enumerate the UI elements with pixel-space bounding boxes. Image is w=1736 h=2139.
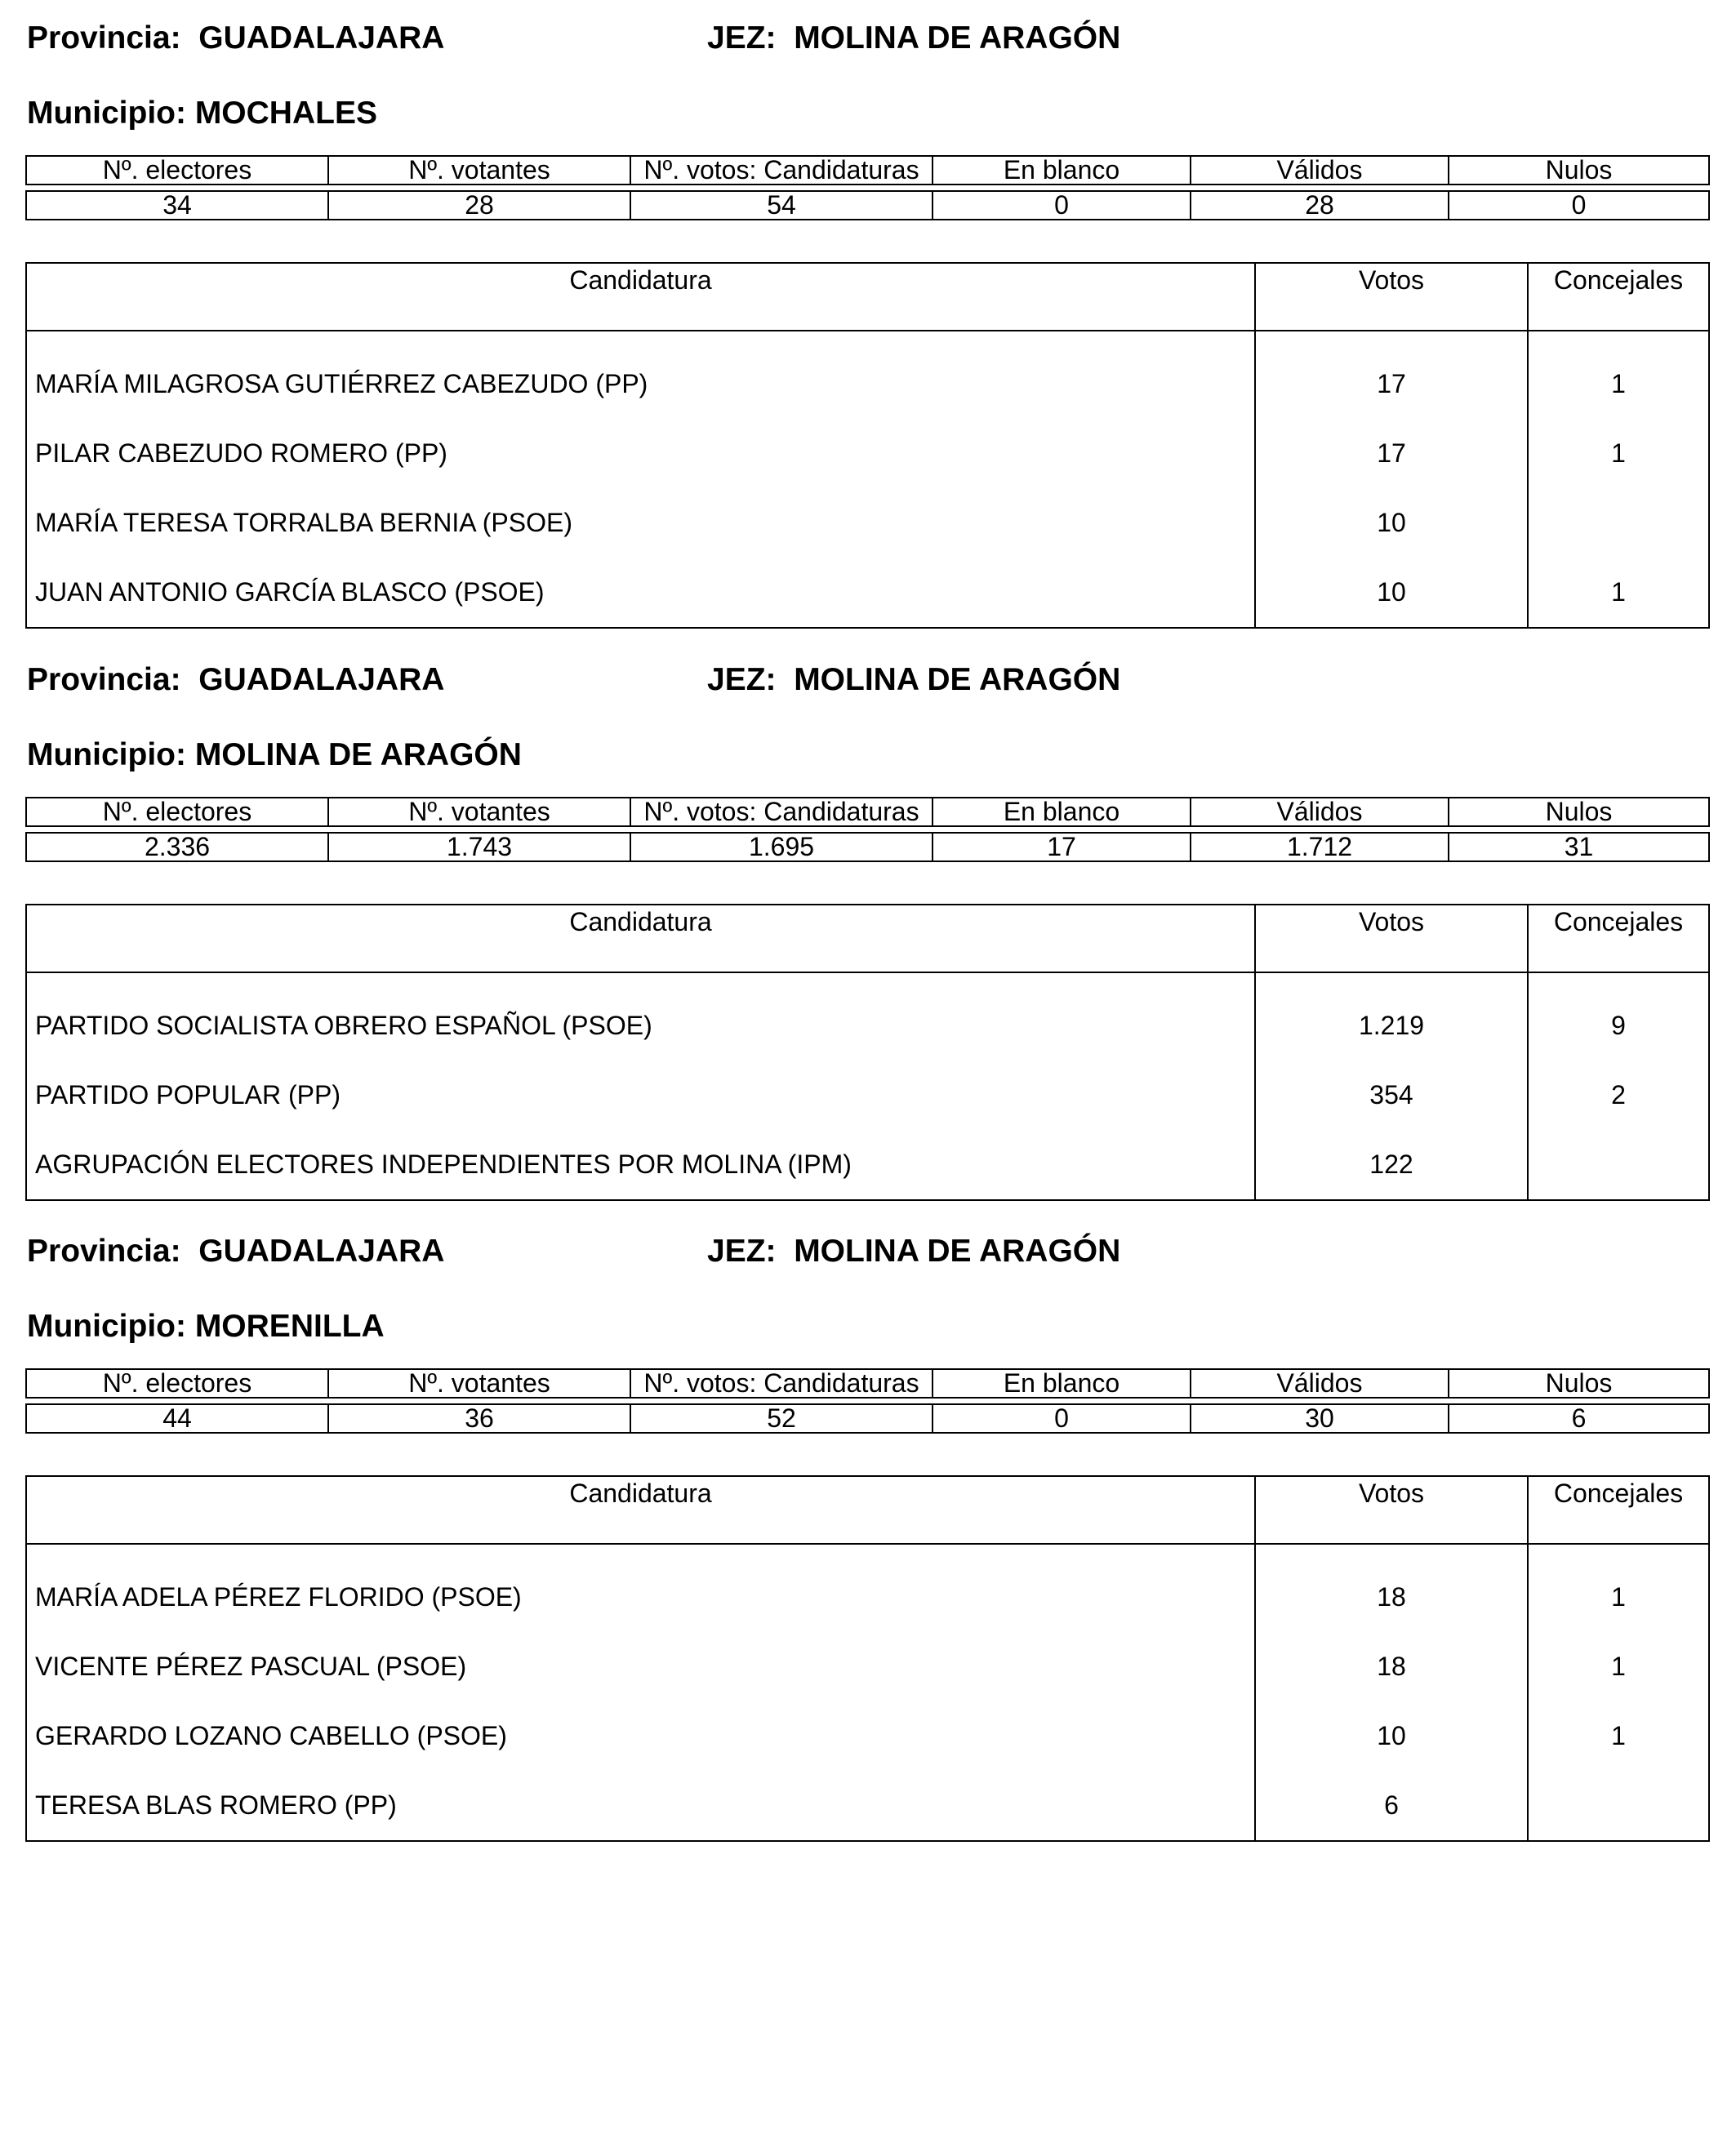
candidato-concejales: 1 — [1528, 1701, 1709, 1771]
candidato-name: MARÍA ADELA PÉREZ FLORIDO (PSOE) — [26, 1544, 1255, 1632]
jez-value: MOLINA DE ARAGÓN — [794, 20, 1121, 56]
header-votos-candidaturas: Nº. votos: Candidaturas — [630, 156, 933, 185]
table-row — [26, 1701, 1709, 1771]
candidato-concejales — [1528, 1771, 1709, 1841]
header-validos: Válidos — [1191, 156, 1449, 185]
value-validos: 30 — [1191, 1404, 1449, 1433]
candidato-votos: 10 — [1255, 558, 1528, 628]
table-row — [26, 1544, 1709, 1632]
provincia-line: Provincia: GUADALAJARA — [27, 662, 445, 697]
candidato-concejales: 9 — [1528, 972, 1709, 1061]
header-electores: Nº. electores — [26, 798, 328, 826]
candidato-votos: 18 — [1255, 1632, 1528, 1701]
candidato-name: GERARDO LOZANO CABELLO (PSOE) — [26, 1701, 1255, 1771]
candidato-votos: 17 — [1255, 419, 1528, 488]
jez-line: JEZ: MOLINA DE ARAGÓN — [707, 662, 1121, 697]
header-candidatura: Candidatura — [26, 905, 1255, 972]
header-concejales: Concejales — [1528, 905, 1709, 972]
header-concejales: Concejales — [1528, 263, 1709, 331]
stats-table — [25, 1368, 1710, 1434]
candidaturas-header-row — [26, 1476, 1709, 1544]
candidato-votos: 122 — [1255, 1130, 1528, 1200]
header-votantes: Nº. votantes — [328, 1369, 630, 1398]
value-electores: 2.336 — [26, 833, 328, 861]
header-candidatura: Candidatura — [26, 1476, 1255, 1544]
table-row — [26, 1771, 1709, 1841]
stats-header-row — [26, 798, 1709, 826]
stats-value-row — [26, 191, 1709, 220]
value-votantes: 36 — [328, 1404, 630, 1433]
candidato-votos: 10 — [1255, 488, 1528, 558]
value-en-blanco: 17 — [933, 833, 1191, 861]
value-votos-candidaturas: 54 — [630, 191, 933, 220]
candidato-concejales: 1 — [1528, 558, 1709, 628]
municipio-value: MORENILLA — [194, 1309, 385, 1344]
stats-header-row — [26, 156, 1709, 185]
candidaturas-header-row — [26, 263, 1709, 331]
candidato-concejales: 1 — [1528, 1632, 1709, 1701]
candidato-votos: 6 — [1255, 1771, 1528, 1841]
provincia-value: GUADALAJARA — [198, 1234, 445, 1269]
value-nulos: 0 — [1449, 191, 1709, 220]
stats-table — [25, 797, 1710, 862]
header-nulos: Nulos — [1449, 156, 1709, 185]
value-validos: 28 — [1191, 191, 1449, 220]
header-votos: Votos — [1255, 905, 1528, 972]
stats-header-row — [26, 1369, 1709, 1398]
header-nulos: Nulos — [1449, 1369, 1709, 1398]
section-header — [25, 18, 1708, 59]
table-row — [26, 972, 1709, 1061]
candidato-concejales — [1528, 488, 1709, 558]
header-nulos: Nulos — [1449, 798, 1709, 826]
municipio-title: Municipio: MORENILLA — [27, 1309, 385, 1344]
header-electores: Nº. electores — [26, 1369, 328, 1398]
candidato-name: PARTIDO POPULAR (PP) — [26, 1061, 1255, 1130]
provincia-line: Provincia: GUADALAJARA — [27, 20, 445, 56]
header-votantes: Nº. votantes — [328, 156, 630, 185]
municipio-title: Municipio: MOLINA DE ARAGÓN — [27, 737, 522, 772]
municipio-section-mochales — [25, 18, 1708, 607]
candidato-votos: 18 — [1255, 1544, 1528, 1632]
provincia-value: GUADALAJARA — [198, 662, 445, 697]
header-en-blanco: En blanco — [933, 1369, 1191, 1398]
table-row — [26, 558, 1709, 628]
municipio-value: MOCHALES — [194, 96, 377, 131]
table-row — [26, 1632, 1709, 1701]
candidaturas-header-row — [26, 905, 1709, 972]
candidato-name: MARÍA TERESA TORRALBA BERNIA (PSOE) — [26, 488, 1255, 558]
table-row — [26, 1061, 1709, 1130]
candidato-name: AGRUPACIÓN ELECTORES INDEPENDIENTES POR MOLINA (IPM) — [26, 1130, 1255, 1200]
municipio-section-molina-de-aragon — [25, 660, 1708, 1179]
value-votos-candidaturas: 1.695 — [630, 833, 933, 861]
candidato-name: MARÍA MILAGROSA GUTIÉRREZ CABEZUDO (PP) — [26, 331, 1255, 419]
jez-line: JEZ: MOLINA DE ARAGÓN — [707, 20, 1121, 56]
header-votantes: Nº. votantes — [328, 798, 630, 826]
candidaturas-table — [25, 904, 1710, 1201]
table-row — [26, 1130, 1709, 1200]
jez-value: MOLINA DE ARAGÓN — [794, 1234, 1121, 1269]
candidaturas-table — [25, 1475, 1710, 1842]
value-nulos: 31 — [1449, 833, 1709, 861]
value-nulos: 6 — [1449, 1404, 1709, 1433]
header-votos: Votos — [1255, 263, 1528, 331]
jez-line: JEZ: MOLINA DE ARAGÓN — [707, 1234, 1121, 1269]
section-header — [25, 660, 1708, 700]
table-row — [26, 331, 1709, 419]
candidato-name: PILAR CABEZUDO ROMERO (PP) — [26, 419, 1255, 488]
table-row — [26, 419, 1709, 488]
candidato-name: PARTIDO SOCIALISTA OBRERO ESPAÑOL (PSOE) — [26, 972, 1255, 1061]
candidato-votos: 1.219 — [1255, 972, 1528, 1061]
header-en-blanco: En blanco — [933, 156, 1191, 185]
value-electores: 44 — [26, 1404, 328, 1433]
header-votos: Votos — [1255, 1476, 1528, 1544]
candidato-votos: 17 — [1255, 331, 1528, 419]
candidato-name: TERESA BLAS ROMERO (PP) — [26, 1771, 1255, 1841]
jez-value: MOLINA DE ARAGÓN — [794, 662, 1121, 697]
candidato-concejales: 1 — [1528, 419, 1709, 488]
value-electores: 34 — [26, 191, 328, 220]
provincia-value: GUADALAJARA — [198, 20, 445, 56]
candidato-concejales: 1 — [1528, 1544, 1709, 1632]
value-votantes: 28 — [328, 191, 630, 220]
header-en-blanco: En blanco — [933, 798, 1191, 826]
candidato-concejales: 2 — [1528, 1061, 1709, 1130]
provincia-line: Provincia: GUADALAJARA — [27, 1234, 445, 1269]
value-validos: 1.712 — [1191, 833, 1449, 861]
candidato-concejales: 1 — [1528, 331, 1709, 419]
value-en-blanco: 0 — [933, 191, 1191, 220]
header-candidatura: Candidatura — [26, 263, 1255, 331]
header-electores: Nº. electores — [26, 156, 328, 185]
stats-table — [25, 155, 1710, 220]
stats-value-row — [26, 1404, 1709, 1433]
header-concejales: Concejales — [1528, 1476, 1709, 1544]
candidato-votos: 354 — [1255, 1061, 1528, 1130]
candidato-votos: 10 — [1255, 1701, 1528, 1771]
candidato-concejales — [1528, 1130, 1709, 1200]
candidato-name: VICENTE PÉREZ PASCUAL (PSOE) — [26, 1632, 1255, 1701]
value-votantes: 1.743 — [328, 833, 630, 861]
header-validos: Válidos — [1191, 798, 1449, 826]
header-votos-candidaturas: Nº. votos: Candidaturas — [630, 798, 933, 826]
section-header — [25, 1231, 1708, 1272]
stats-value-row — [26, 833, 1709, 861]
header-votos-candidaturas: Nº. votos: Candidaturas — [630, 1369, 933, 1398]
header-validos: Válidos — [1191, 1369, 1449, 1398]
table-row — [26, 488, 1709, 558]
municipio-section-morenilla — [25, 1231, 1708, 1820]
municipio-value: MOLINA DE ARAGÓN — [194, 737, 522, 772]
candidato-name: JUAN ANTONIO GARCÍA BLASCO (PSOE) — [26, 558, 1255, 628]
value-votos-candidaturas: 52 — [630, 1404, 933, 1433]
value-en-blanco: 0 — [933, 1404, 1191, 1433]
municipio-title: Municipio: MOCHALES — [27, 96, 377, 131]
candidaturas-table — [25, 262, 1710, 629]
